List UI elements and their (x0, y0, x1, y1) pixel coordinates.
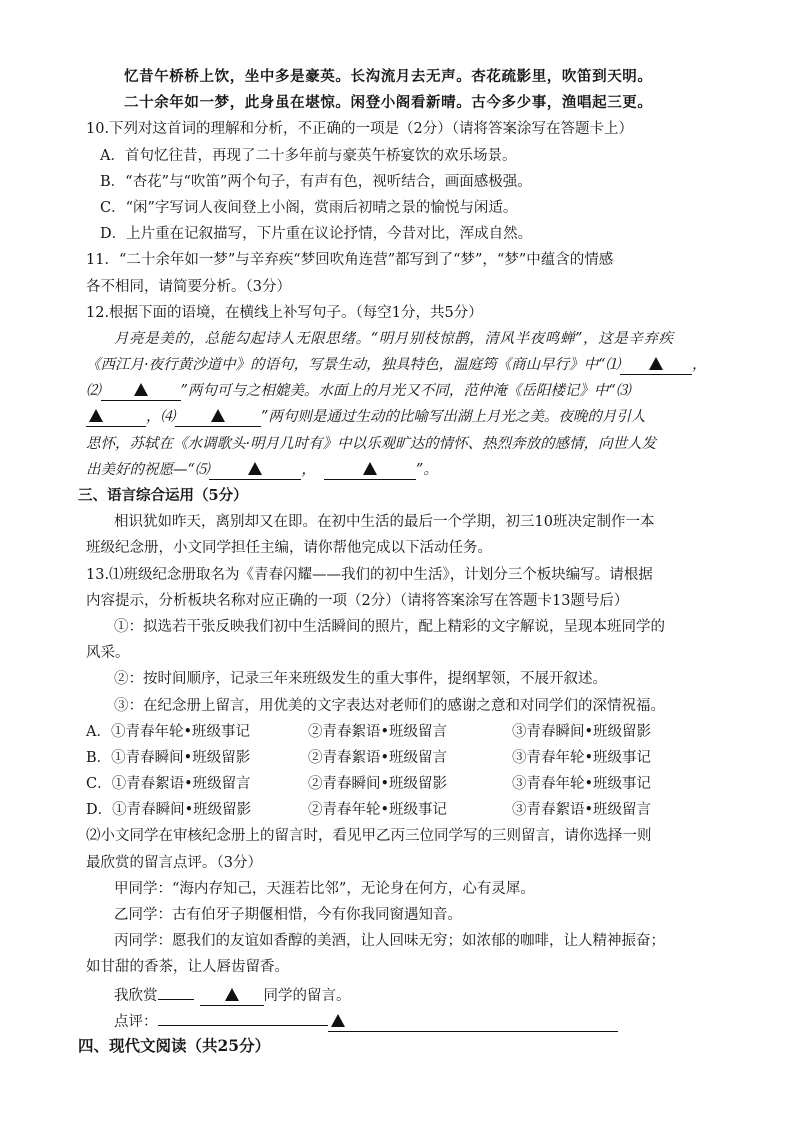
q10-option-b: B．“杏花”与“吹笛”两个句子，有声有色，视听结合，画面感极强。 (100, 173, 532, 190)
q12-passage-4 (86, 404, 734, 430)
q12-passage-2-text: 《西江月·夜行黄沙道中》的语句，写景生动，独具特色，温庭筠《商山早行》中“⑴ (86, 357, 621, 374)
q12-passage-6 (86, 457, 734, 483)
poem-line-1: 忆昔午桥桥上饮，坐中多是豪英。长沟流月去无声。杏花疏影里，吹笛到天明。 (124, 68, 653, 85)
option-cell: ③青春絮语•班级留言 (512, 802, 652, 819)
q12-blank-5-label: 出美好的祝愿—“⑸ (86, 461, 210, 478)
q12-passage-3-text: ”两句可与之相媲美。水面上的月光又不同，范仲淹《岳阳楼记》中“⑶ (180, 383, 631, 400)
option-cell: ③青春瞬间•班级留影 (512, 723, 652, 740)
q12-blank-2-label: ⑵ (86, 383, 101, 400)
triangle-icon (225, 988, 239, 1001)
q13-option-c (86, 771, 734, 797)
comment-blank-b[interactable] (328, 1013, 618, 1032)
triangle-icon (363, 462, 377, 475)
q11-line-2: 各不相同，请简要分析。（3分） (86, 278, 291, 295)
q10-option-a: A．首句忆往昔，再现了二十多年前与豪英午桥宴饮的欢乐场景。 (100, 147, 517, 164)
q12-passage-4-text: ”两句则是通过生动的比喻写出湖上月光之美。夜晚的月引人 (261, 409, 646, 426)
q13-option-b (86, 745, 734, 771)
appreciate-line (86, 981, 734, 1007)
section-3-title: 三、语言综合运用（5分） (78, 487, 248, 504)
option-cell: D．①青春瞬间•班级留影 (86, 802, 252, 819)
q13-hint-1b: 风采。 (86, 645, 130, 662)
q10-option-c: C．“闲”字写词人夜间登上小阁，赏雨后初晴之景的愉悦与闲适。 (100, 199, 518, 216)
option-cell: ②青春年轮•班级事记 (308, 802, 448, 819)
blank-5b[interactable] (324, 461, 416, 480)
q12-passage-3 (86, 378, 734, 404)
q12-blank-4-label: ，⑷ (146, 409, 175, 426)
blank-2[interactable] (101, 382, 181, 401)
triangle-icon (134, 383, 148, 396)
section-3-intro-2: 班级纪念册，小文同学担任主编，请你帮他完成以下活动任务。 (86, 540, 492, 557)
option-cell: ③青春年轮•班级事记 (512, 749, 652, 766)
blank-5a[interactable] (209, 461, 301, 480)
q11-line-1: 11．“二十余年如一梦”与辛弃疾“梦回吹角连营”都写到了“梦”，“梦”中蕴含的情感 (86, 252, 614, 269)
q13-part1-stem-1: 13.⑴班级纪念册取名为《青春闪耀——我们的初中生活》，计划分三个板块编写。请根据 (86, 566, 653, 583)
option-cell: ②青春絮语•班级留言 (308, 749, 448, 766)
option-cell: ③青春年轮•班级事记 (512, 776, 652, 793)
section-3-intro-1: 相识犹如昨天，离别却又在即。在初中生活的最后一个学期，初三10班决定制作一本 (114, 514, 655, 531)
q12-comma: ， (692, 357, 707, 374)
q13-hint-1a: ①：拟选若干张反映我们初中生活瞬间的照片，配上精彩的文字解说，呈现本班同学的 (114, 618, 665, 635)
q13-part2-stem-1: ⑵小文同学在审核纪念册上的留言时，看见甲乙丙三位同学写的三则留言，请你选择一则 (86, 828, 652, 845)
appreciate-label: 我欣赏 (114, 987, 158, 1004)
poem-line-2: 二十余年如一梦，此身虽在堪惊。闲登小阁看新晴。古今多少事，渔唱起三更。 (124, 94, 653, 112)
message-yi: 乙同学：古有伯牙子期偃相惜，今有你我同窗遇知音。 (114, 907, 462, 923)
blank-classmate-a[interactable] (158, 981, 194, 1000)
option-cell: ②青春絮语•班级留言 (308, 723, 448, 740)
q12-stem: 12.根据下面的语境，在横线上补写句子。（每空1分，共5分） (86, 304, 483, 321)
q13-option-d (86, 797, 734, 823)
triangle-icon (649, 357, 663, 370)
comment-blank-a[interactable] (158, 1007, 328, 1026)
option-cell: C．①青春絮语•班级留言 (86, 776, 251, 793)
triangle-icon (331, 1014, 345, 1027)
blank-3[interactable] (86, 408, 146, 427)
q13-part2-stem-2: 最欣赏的留言点评。（3分） (86, 854, 262, 871)
section-4-title: 四、现代文阅读（共25分） (78, 1035, 271, 1055)
blank-classmate-b[interactable] (200, 987, 264, 1006)
q10-option-d: D．上片重在记叙描写，下片重在议论抒情，今昔对比，浑成自然。 (100, 226, 533, 243)
blank-1[interactable] (620, 356, 692, 375)
q12-passage-5: 思怀，苏轼在《水调歌头·明月几时有》中以乐观旷达的情怀、热烈奔放的感情，向世人发 (86, 435, 657, 452)
message-jia: 甲同学：“海内存知己，天涯若比邻”，无论身在何方，心有灵犀。 (114, 880, 535, 897)
message-bing-2: 如甘甜的香茶，让人唇齿留香。 (86, 959, 289, 976)
q12-passage-2 (86, 352, 734, 378)
q10-stem: 10.下列对这首词的理解和分析，不正确的一项是（2分）（请将答案涂写在答题卡上） (86, 121, 634, 138)
triangle-icon (89, 409, 103, 422)
q13-hint-3: ③：在纪念册上留言，用优美的文字表达对老师们的感谢之意和对同学们的深情祝福。 (114, 697, 665, 714)
appreciate-suffix: 同学的留言。 (263, 987, 351, 1004)
q12-comma-2: ， (301, 461, 316, 478)
comment-line (86, 1007, 734, 1033)
q13-part1-stem-2: 内容提示，分析板块名称对应正确的一项（2分）（请将答案涂写在答题卡13题号后） (86, 592, 629, 609)
option-cell: A．①青春年轮•班级事记 (86, 723, 251, 740)
q12-passage-1: 月亮是美的，总能勾起诗人无限思绪。“明月别枝惊鹊，清风半夜鸣蝉”，这是辛弃疾 (114, 330, 674, 347)
triangle-icon (248, 462, 262, 475)
triangle-icon (211, 409, 225, 422)
q13-option-a (86, 719, 734, 745)
message-bing-1: 丙同学：愿我们的友谊如香醇的美酒，让人回味无穷；如浓郁的咖啡，让人精神振奋； (114, 933, 665, 950)
option-cell: ②青春瞬间•班级留影 (308, 776, 448, 793)
q12-close-quote: ”。 (415, 461, 438, 478)
option-cell: B．①青春瞬间•班级留影 (86, 749, 251, 766)
comment-label: 点评： (114, 1013, 158, 1030)
q13-hint-2: ②：按时间顺序，记录三年来班级发生的重大事件，提纲挈领，不展开叙述。 (114, 671, 607, 688)
blank-4[interactable] (175, 408, 261, 427)
